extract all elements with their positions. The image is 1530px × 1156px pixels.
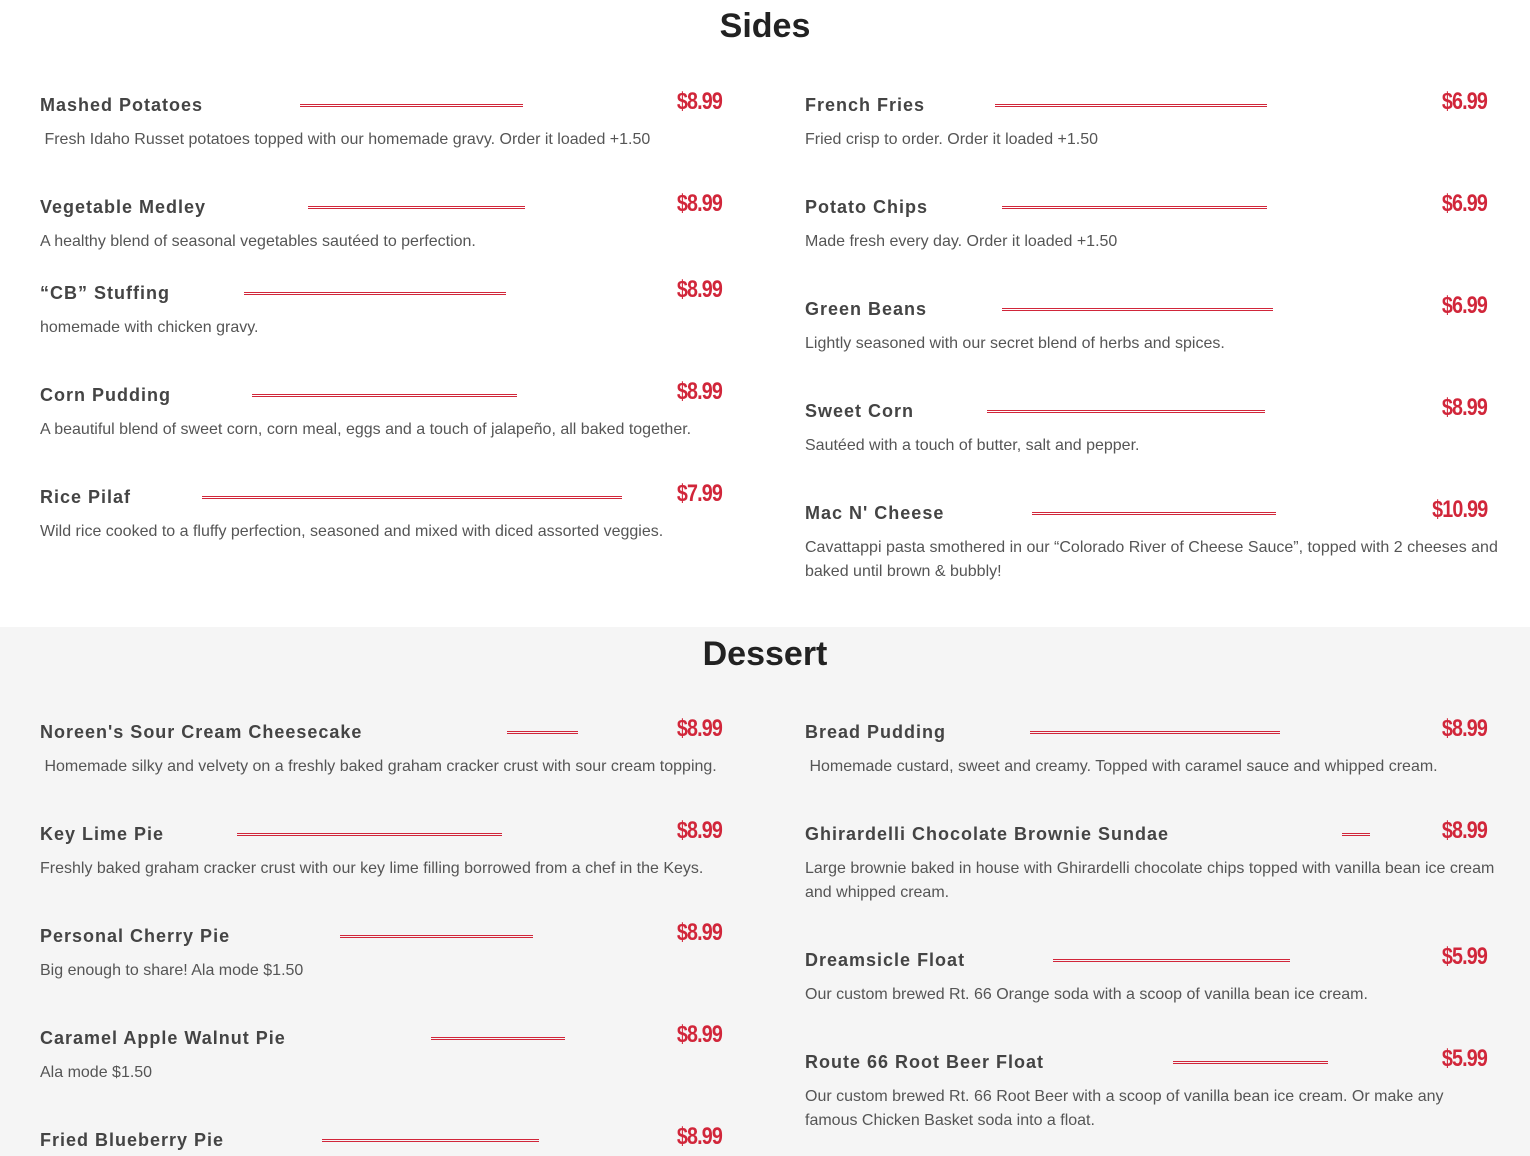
item-name: Rice Pilaf bbox=[40, 487, 132, 507]
divider-line bbox=[1002, 308, 1273, 311]
item-description: Our custom brewed Rt. 66 Root Beer with a scoop of vanilla bean ice cream. Or make any famous Chicken Basket soda into a float. bbox=[805, 1088, 1444, 1129]
divider-line bbox=[987, 410, 1265, 413]
divider-line bbox=[1173, 1061, 1328, 1064]
item-name: Potato Chips bbox=[805, 197, 928, 217]
item-name: Ghirardelli Chocolate Brownie Sundae bbox=[805, 824, 1170, 844]
item-price: $5.99 bbox=[1441, 1045, 1487, 1072]
item-description: A beautiful blend of sweet corn, corn meal, eggs and a touch of jalapeño, all baked together. bbox=[40, 421, 692, 438]
item-price: $8.99 bbox=[676, 817, 722, 844]
divider-line bbox=[1032, 512, 1276, 515]
item-description: Our custom brewed Rt. 66 Orange soda with a scoop of vanilla bean ice cream. bbox=[805, 986, 1368, 1003]
item-price: $8.99 bbox=[676, 378, 722, 405]
item-price: $8.99 bbox=[676, 715, 722, 742]
item-description: Large brownie baked in house with Ghirardelli chocolate chips topped with vanilla bean ice cream and whipped cream. bbox=[805, 860, 1495, 901]
item-price: $8.99 bbox=[676, 88, 722, 115]
item-description: Homemade silky and velvety on a freshly baked graham cracker crust with sour cream topping. bbox=[40, 758, 717, 775]
item-price: $6.99 bbox=[1441, 292, 1487, 319]
divider-line bbox=[202, 496, 622, 499]
item-name: Noreen's Sour Cream Cheesecake bbox=[40, 722, 363, 742]
item-name: Route 66 Root Beer Float bbox=[805, 1052, 1045, 1072]
item-name: Bread Pudding bbox=[805, 722, 947, 742]
item-price: $8.99 bbox=[676, 1021, 722, 1048]
item-name: Personal Cherry Pie bbox=[40, 926, 231, 946]
item-name: Dreamsicle Float bbox=[805, 950, 966, 970]
divider-line bbox=[1053, 959, 1290, 962]
divider-line bbox=[995, 104, 1267, 107]
item-price: $8.99 bbox=[676, 190, 722, 217]
item-description: Big enough to share! Ala mode $1.50 bbox=[40, 962, 304, 979]
item-name: French Fries bbox=[805, 95, 926, 115]
item-name: Fried Blueberry Pie bbox=[40, 1130, 225, 1150]
divider-line bbox=[431, 1037, 565, 1040]
item-price: $6.99 bbox=[1441, 88, 1487, 115]
item-description: Freshly baked graham cracker crust with our key lime filling borrowed from a chef in the Keys. bbox=[40, 860, 704, 877]
item-description: Wild rice cooked to a fluffy perfection, seasoned and mixed with diced assorted veggies. bbox=[40, 523, 664, 540]
sides-title: Sides bbox=[719, 7, 811, 45]
item-name: Corn Pudding bbox=[40, 385, 171, 405]
item-price: $8.99 bbox=[676, 919, 722, 946]
item-price: $8.99 bbox=[1441, 817, 1487, 844]
item-price: $6.99 bbox=[1441, 190, 1487, 217]
dessert-section bbox=[0, 627, 1530, 1156]
item-name: Mashed Potatoes bbox=[40, 95, 204, 115]
item-name: Caramel Apple Walnut Pie bbox=[40, 1028, 286, 1048]
divider-line bbox=[300, 104, 523, 107]
item-price: $8.99 bbox=[1441, 715, 1487, 742]
item-name: Sweet Corn bbox=[805, 401, 915, 421]
item-description: Fresh Idaho Russet potatoes topped with our homemade gravy. Order it loaded +1.50 bbox=[40, 131, 651, 148]
item-price: $10.99 bbox=[1431, 496, 1487, 523]
item-name: Green Beans bbox=[805, 299, 928, 319]
item-price: $8.99 bbox=[676, 1123, 722, 1150]
divider-line bbox=[1342, 833, 1370, 836]
item-description: Cavattappi pasta smothered in our “Colorado River of Cheese Sauce”, topped with 2 cheeses and baked until brown & bubbly! bbox=[805, 539, 1498, 580]
divider-line bbox=[1030, 731, 1280, 734]
divider-line bbox=[244, 292, 506, 295]
item-description: Lightly seasoned with our secret blend of herbs and spices. bbox=[805, 335, 1225, 352]
divider-line bbox=[308, 206, 525, 209]
divider-line bbox=[237, 833, 502, 836]
divider-line bbox=[1002, 206, 1267, 209]
item-description: Homemade custard, sweet and creamy. Topped with caramel sauce and whipped cream. bbox=[805, 758, 1438, 775]
item-name: Mac N' Cheese bbox=[805, 503, 945, 523]
dessert-title: Dessert bbox=[702, 635, 828, 673]
divider-line bbox=[507, 731, 578, 734]
item-description: Made fresh every day. Order it loaded +1.50 bbox=[805, 233, 1118, 250]
item-description: A healthy blend of seasonal vegetables sautéed to perfection. bbox=[40, 233, 476, 250]
item-description: homemade with chicken gravy. bbox=[40, 319, 259, 336]
divider-line bbox=[322, 1139, 539, 1142]
item-price: $8.99 bbox=[676, 276, 722, 303]
item-description: Sautéed with a touch of butter, salt and pepper. bbox=[805, 437, 1140, 454]
item-name: Key Lime Pie bbox=[40, 824, 165, 844]
item-price: $8.99 bbox=[1441, 394, 1487, 421]
item-name: Vegetable Medley bbox=[40, 197, 207, 217]
item-description: Fried crisp to order. Order it loaded +1.50 bbox=[805, 131, 1099, 148]
divider-line bbox=[340, 935, 533, 938]
item-name: “CB” Stuffing bbox=[40, 283, 170, 303]
item-price: $7.99 bbox=[676, 480, 722, 507]
item-description: Ala mode $1.50 bbox=[40, 1064, 153, 1081]
item-price: $5.99 bbox=[1441, 943, 1487, 970]
divider-line bbox=[252, 394, 517, 397]
